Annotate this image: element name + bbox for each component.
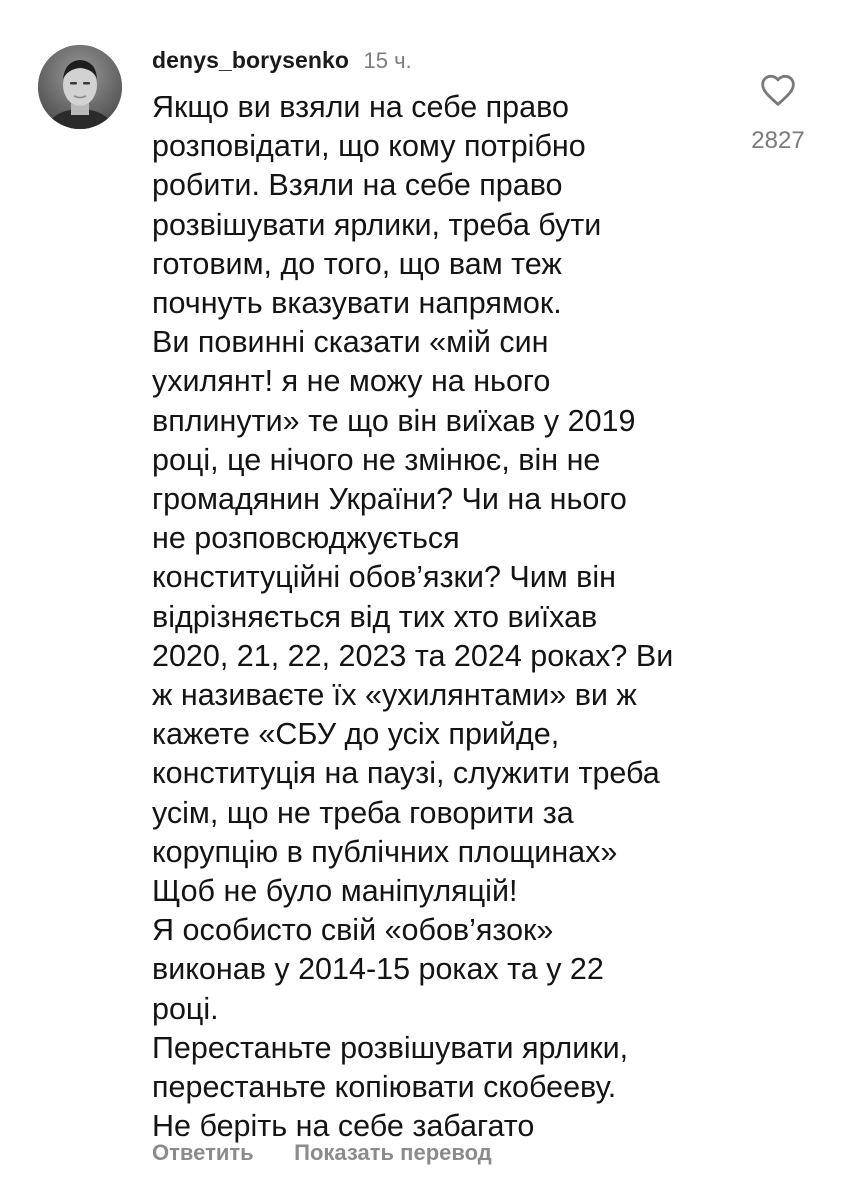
like-count: 2827 [751, 127, 805, 154]
heart-icon[interactable] [758, 70, 798, 110]
like-section [736, 70, 820, 156]
user-avatar-icon [38, 45, 122, 129]
comment-actions [152, 1136, 492, 1170]
timestamp: 15 ч. [363, 48, 412, 73]
comment-text: Якщо ви взяли на себе право розповідати, що кому потрібно робити. Взяли на себе право розвішувати ярлики, треба бути готовим, до того, що вам теж почнуть вказувати напрямок. Ви повинні сказати «мій син ухилянт! я не можу на нього вплинути» те що він виїхав у 2019 році, це нічого не змінює, він не громадянин України? Чи на нього не розповсюджується конституційні обов’язки? Чим він відрізняється від тих хто виїхав 2020, 21, 22, 2023 та 2024 роках? Ви ж називаєте їх «ухилянтами» ви ж кажете «СБУ до усіх прийде, конституція на паузі, служити треба усім, що не треба говорити за корупцію в публічних площинах» Щоб не було маніпуляцій! Я особисто свій «обов’язок» виконав у 2014-15 роках та у 22 році. Перестаньте розвішувати ярлики, перестаньте копіювати скобееву. Не беріть на себе забагато [152, 90, 674, 1144]
show-translation-button[interactable]: Показать перевод [294, 1140, 492, 1165]
comment-header [152, 42, 412, 78]
username[interactable]: denys_borysenko [152, 47, 350, 73]
reply-button[interactable]: Ответить [152, 1140, 254, 1165]
avatar[interactable] [38, 45, 122, 129]
